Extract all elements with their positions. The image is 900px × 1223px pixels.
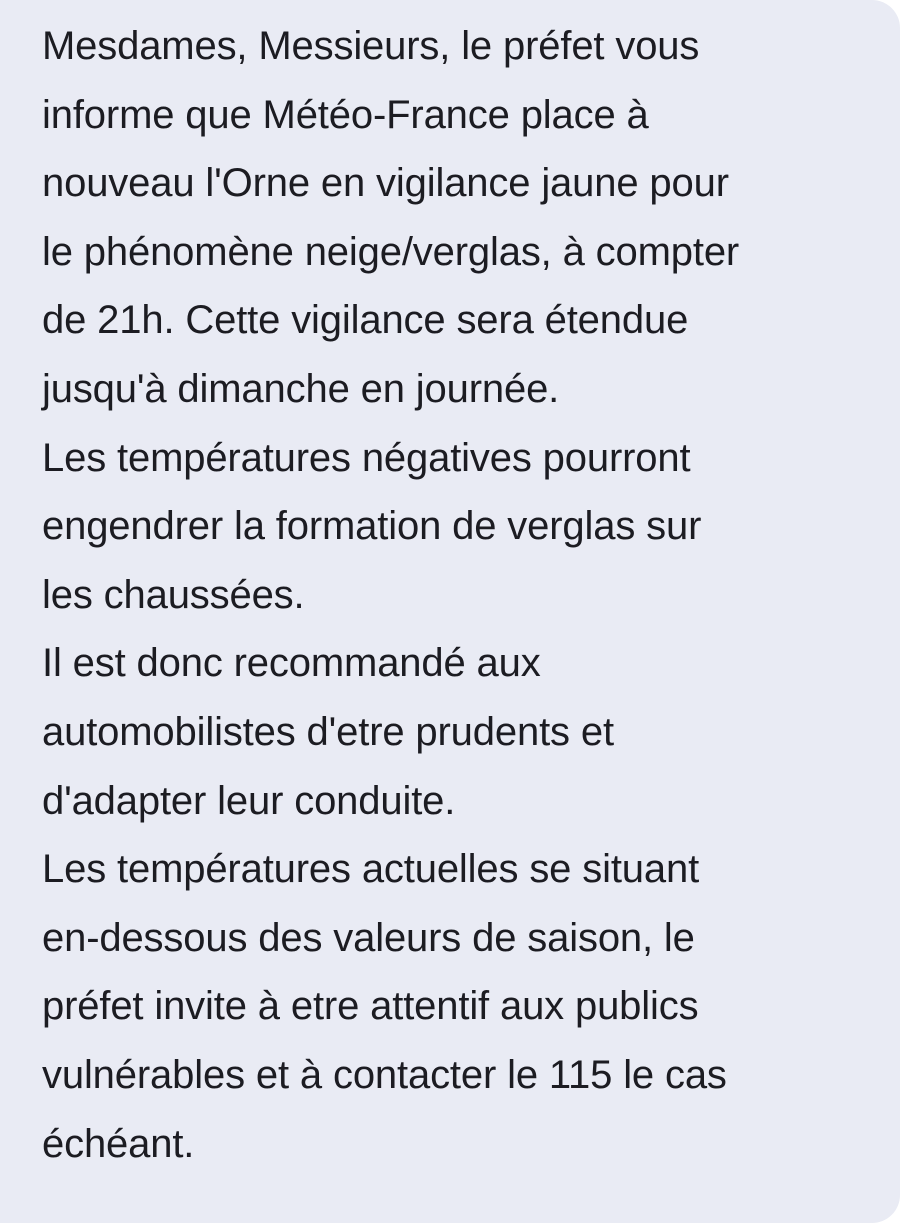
message-line: informe que Météo-France place à: [42, 92, 649, 137]
message-line: nouveau l'Orne en vigilance jaune pour: [42, 161, 729, 206]
message-line: échéant.: [42, 1121, 195, 1166]
message-line: en-dessous des valeurs de saison, le: [42, 915, 695, 960]
message-line: Les températures négatives pourront: [42, 435, 691, 480]
message-line: Mesdames, Messieurs, le préfet vous: [42, 24, 700, 68]
message-line: engendrer la formation de verglas sur: [42, 504, 702, 549]
message-line: jusqu'à dimanche en journée.: [42, 366, 560, 411]
message-line: automobilistes d'etre prudents et: [42, 709, 614, 754]
message-line: de 21h. Cette vigilance sera étendue: [42, 298, 689, 343]
message-line: Les températures actuelles se situant: [42, 847, 700, 892]
message-line: les chaussées.: [42, 572, 305, 617]
message-line: vulnérables et à contacter le 115 le cas: [42, 1052, 727, 1097]
message-line: le phénomène neige/verglas, à compter: [42, 229, 740, 274]
message-line: d'adapter leur conduite.: [42, 778, 456, 823]
message-line: préfet invite à etre attentif aux publics: [42, 984, 699, 1029]
message-line: Il est donc recommandé aux: [42, 641, 541, 686]
